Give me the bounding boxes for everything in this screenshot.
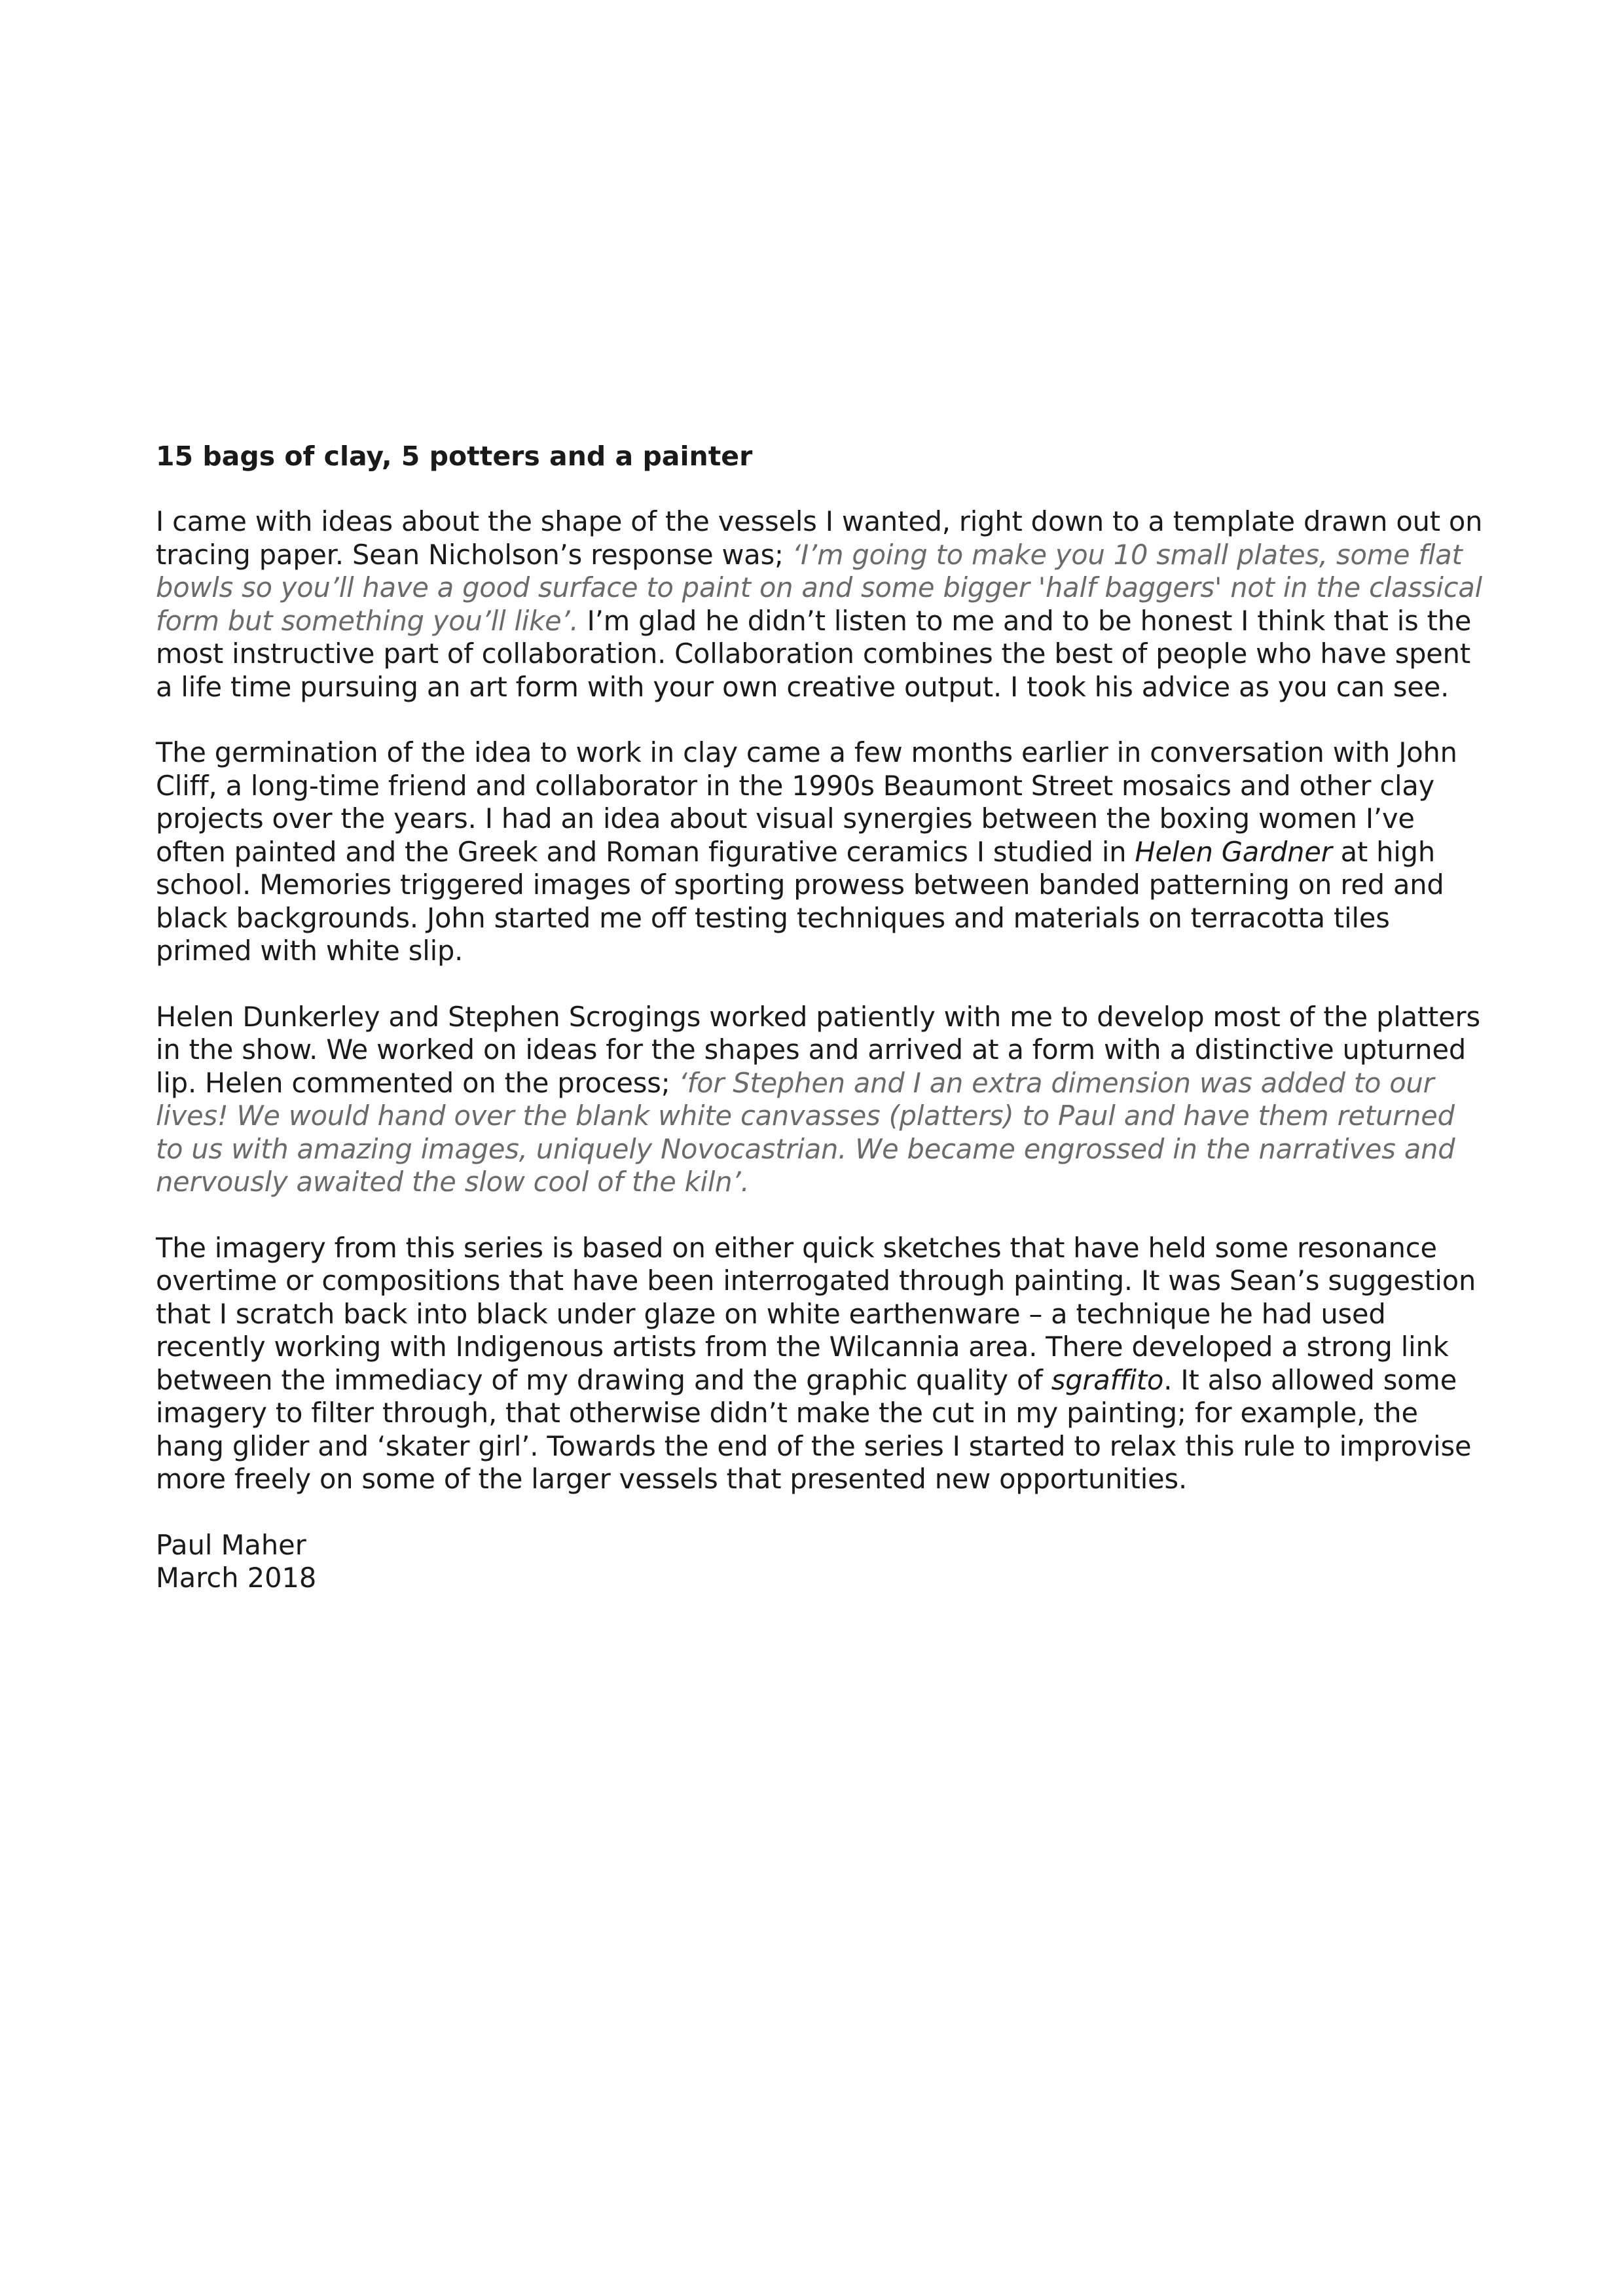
document-body: [156, 440, 1485, 1595]
paragraph-2: [156, 736, 1485, 968]
italic-book-title: Helen Gardner: [1135, 835, 1332, 868]
paragraph-text: The germination of the idea to work in clay came a few months earlier in conversation with John Cliff, a long-time friend and collaborator in the 1990s Beaumont Street mosaics and other clay projects over the years. I had an idea about visual synergies between the boxing women I’ve often painted and the Greek and Roman figurative ceramics I studied in: [156, 736, 1457, 868]
signature-block: [156, 1529, 1485, 1595]
paragraph-text: . It also allowed some imagery to filter through, that otherwise didn’t make the cut in my painting; for example, the hang glider and ‘skater girl’. Towards the end of the series I started to relax this rule to improvise more freely on some of the larger vessels that presented new opportunities.: [156, 1363, 1472, 1495]
author-name: Paul Maher: [156, 1528, 306, 1561]
quote-helen-dunkerley: ‘for Stephen and I an extra dimension was added to our lives! We would hand over the blank white canvasses (platters) to Paul and have them returned to us with amazing images, uniquely Novocastrian. We became engrossed in the narratives and nervously awaited the slow cool of the kiln’.: [156, 1066, 1455, 1198]
quote-sean-nicholson: ‘I’m going to make you 10 small plates, some flat bowls so you’ll have a good surface to paint on and some bigger 'half baggers' not in the classical form but something you’ll like’.: [156, 538, 1483, 637]
paragraph-4: [156, 1232, 1485, 1496]
paragraph-1: [156, 505, 1485, 704]
paragraph-text: Helen Dunkerley and Stephen Scrogings worked patiently with me to develop most of the platters in the show. We worked on ideas for the shapes and arrived at a form with a distinctive upturned lip. Helen commented on the process;: [156, 1000, 1480, 1099]
paragraph-text: I came with ideas about the shape of the vessels I wanted, right down to a template drawn out on tracing paper. Sean Nicholson’s response was;: [156, 505, 1483, 571]
paragraph-text: at high school. Memories triggered images of sporting prowess between banded patterning on red and black backgrounds. John started me off testing techniques and materials on terracotta tiles primed with white slip.: [156, 835, 1444, 967]
signature-date: March 2018: [156, 1562, 317, 1594]
paragraph-text: I’m glad he didn’t listen to me and to be honest I think that is the most instructive part of collaboration. Collaboration combines the best of people who have spent a life time pursuing an art form with your own creative output. I took his advice as you can see.: [156, 604, 1472, 703]
document-title: 15 bags of clay, 5 potters and a painter: [156, 440, 753, 472]
italic-term: sgraffito: [1051, 1363, 1164, 1396]
paragraph-3: [156, 1001, 1485, 1199]
paragraph-text: The imagery from this series is based on either quick sketches that have held some resonance overtime or compositions that have been interrogated through painting. It was Sean’s suggestion that I scratch back into black under glaze on white earthenware – a technique he had used recently working with Indigenous artists from the Wilcannia area. There developed a strong link between the immediacy of my drawing and the graphic quality of: [156, 1231, 1476, 1396]
